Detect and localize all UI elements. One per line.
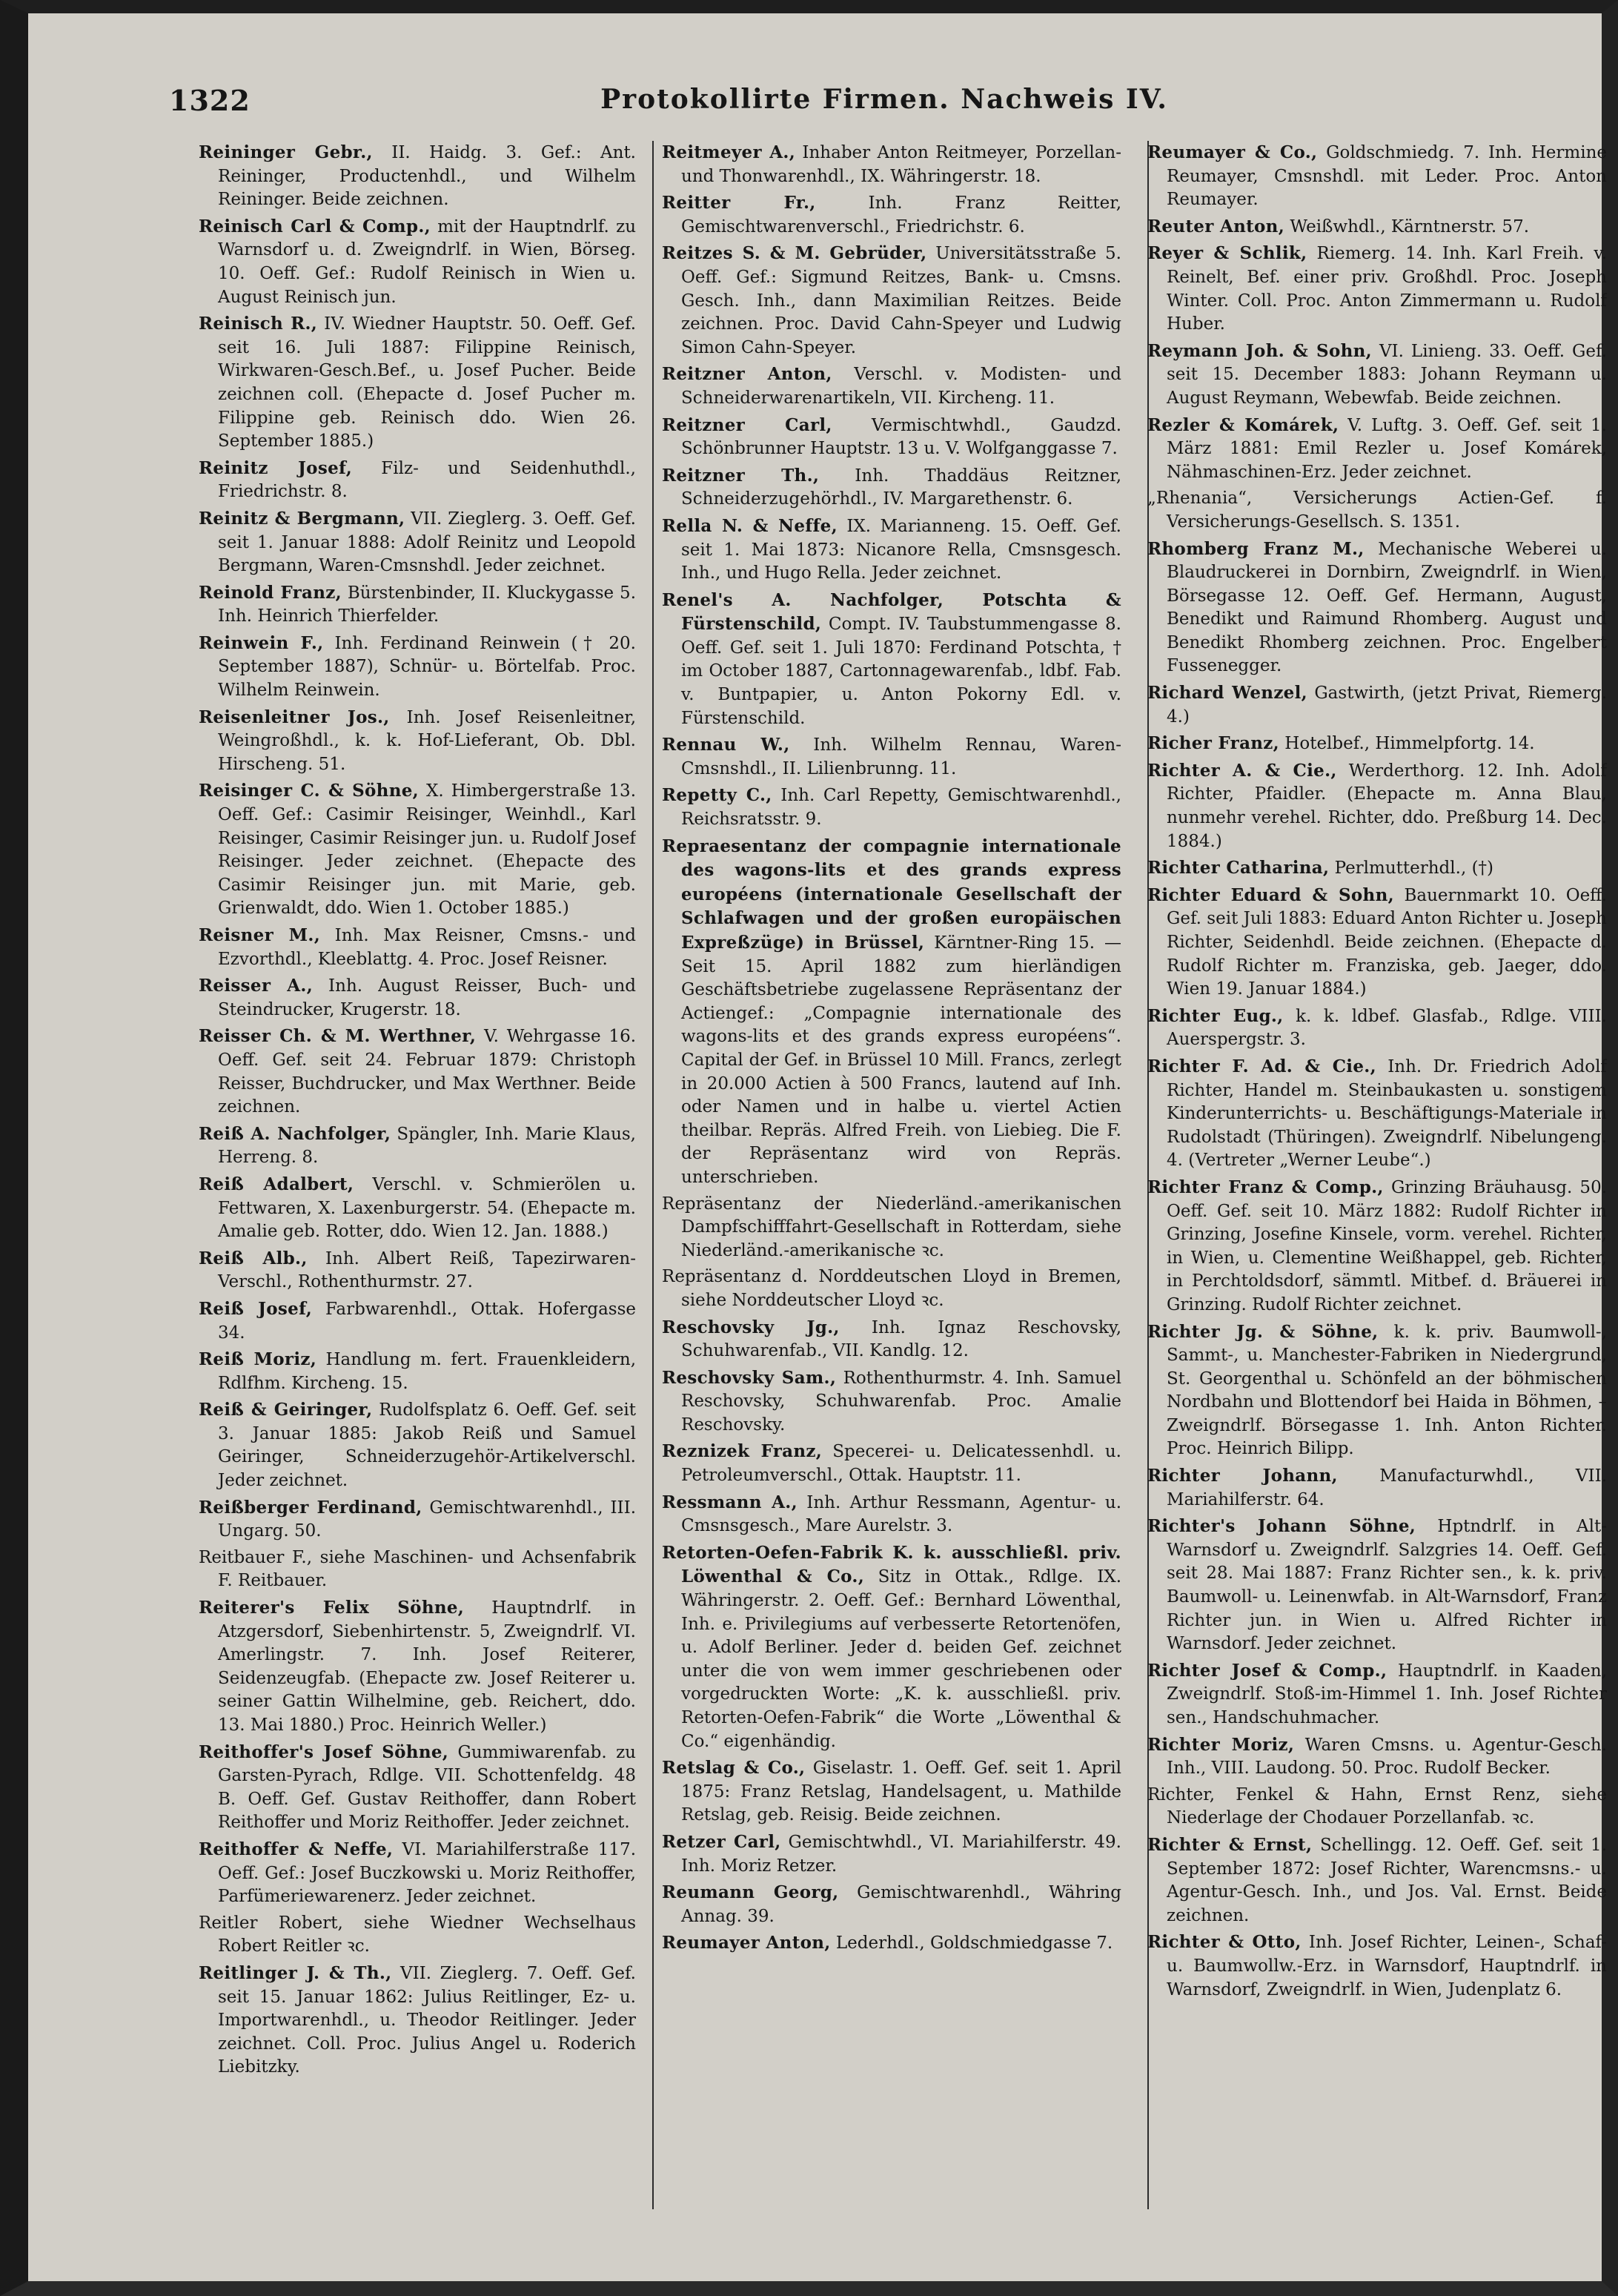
firm-name: Reiß Josef, (199, 1298, 313, 1319)
firm-name: Reitzner Anton, (662, 364, 832, 385)
directory-entry (1147, 487, 1607, 534)
running-title: Protokollirte Firmen. Nachweis IV. (600, 84, 1168, 115)
firm-name: Richter Catharina, (1147, 858, 1330, 879)
column-3 (1147, 141, 1607, 2283)
entry-text: Inh. Josef Reisenleitner, Weingroßhdl., k. k. Hof-Lieferant, Ob. Dbl. Hirscheng. 51. (218, 707, 636, 774)
entry-text: Inh. Carl Repetty, Gemischtwarenhdl., Reichsratsstr. 9. (681, 786, 1121, 830)
column-2 (662, 141, 1121, 2283)
directory-entry (1147, 856, 1607, 881)
directory-entry (662, 1931, 1121, 1956)
directory-entry (1147, 732, 1607, 756)
entry-text: Spängler, Inh. Marie Klaus, Herreng. 8. (218, 1124, 636, 1168)
firm-name: Reitzes S. & M. Gebrüder, (662, 243, 927, 264)
entry-text: Bauernmarkt 10. Oeff. Gef. seit Juli 1883: Eduard Anton Richter u. Joseph Richter, Seidenhdl. Beide zeichnen. (Ehepacte d. Rudolf Richter m. Franziska, geb. Jaeger, ddo. Wien 19. Januar 1884.) (1167, 885, 1607, 999)
entry-text: Inh. Max Reisner, Cmsns.- und Ezvorthdl., Kleeblattg. 4. Proc. Josef Reisner. (218, 926, 636, 969)
directory-entry (199, 581, 636, 629)
entry-text: k. k. priv. Baumwoll-, Sammt-, u. Manchester-Fabriken in Niedergrund, St. Georgenthal u. Schönfeld an der böhmischen Nordbahn und Blottendorf bei Haida in Böhmen, – Zweigndrlf. Börsegasse 1. Inh. Anton Richter. Proc. Heinrich Bilipp. (1167, 1322, 1607, 1459)
directory-entry (1147, 759, 1607, 853)
entry-text: Grinzing Bräuhausg. 50. Oeff. Gef. seit 10. März 1882: Rudolf Richter in Grinzing, Josefine Kinsele, vorm. verehel. Richter, in Wien, u. Clementine Weißhappel, geb. Richter, in Perchtoldsdorf, sämmtl. Mitbef. d. Bräuerei in Grinzing. Rudolf Richter zeichnet. (1167, 1177, 1607, 1314)
directory-entry (1147, 414, 1607, 485)
directory-entry (662, 515, 1121, 586)
firm-name: Richter A. & Cie., (1147, 760, 1337, 781)
directory-entry (1147, 1833, 1607, 1928)
entry-text: Compt. IV. Taubstummengasse 8. Oeff. Gef. seit 1. Juli 1870: Ferdinand Potschta, † im October 1887, Cartonnagewarenfab., ldbf. Fab. v. Buntpapier, u. Anton Pokorny Edl. v. Fürstenschild. (681, 615, 1121, 728)
firm-name: Richter & Otto, (1147, 1932, 1302, 1953)
firm-name: Reiß A. Nachfolger, (199, 1123, 391, 1144)
firm-name: Reitzner Th., (662, 465, 820, 486)
firm-name: Richter Johann, (1147, 1466, 1338, 1486)
firm-name: Richer Franz, (1147, 733, 1279, 754)
firm-name: Reumayer & Co., (1147, 142, 1318, 162)
firm-name: Retzer Carl, (662, 1831, 781, 1852)
directory-entry (662, 1756, 1121, 1827)
entry-text: Perlmutterhdl., (†) (1334, 858, 1494, 879)
entry-text: Farbwarenhdl., Ottak. Hofergasse 34. (218, 1299, 636, 1343)
firm-name: Reitlinger J. & Th., (199, 1962, 392, 1983)
firm-name: Reiß Adalbert, (199, 1174, 354, 1194)
entry-text: Gastwirth, (jetzt Privat, Riemerg. 4.) (1167, 684, 1607, 727)
entry-text: Lederhdl., Goldschmiedgasse 7. (835, 1933, 1113, 1953)
entry-text: Handlung m. fert. Frauenkleidern, Rdlfhm. Kircheng. 15. (218, 1350, 636, 1393)
directory-entry (662, 1440, 1121, 1487)
directory-entry (199, 1496, 636, 1544)
directory-entry (1147, 1055, 1607, 1173)
directory-entry (199, 1122, 636, 1170)
directory-entry (199, 779, 636, 921)
entry-text: Inhaber Anton Reitmeyer, Porzellan- und Thonwarenhdl., IX. Währingerstr. 18. (681, 143, 1121, 186)
firm-name: Reiß Alb., (199, 1248, 308, 1268)
entry-text: V. Luftg. 3. Oeff. Gef. seit 1. März 1881: Emil Rezler u. Josef Komárek, Nähmaschinen-Erz. Jeder zeichnet. (1167, 415, 1607, 482)
directory-entry (199, 1173, 636, 1244)
entry-text: Inh. Wilhelm Rennau, Waren-Cmsnshdl., II. Lilienbrunng. 11. (681, 735, 1121, 778)
directory-entry (662, 242, 1121, 360)
directory-entry (662, 1366, 1121, 1438)
firm-name: Richter's Johann Söhne, (1147, 1516, 1416, 1537)
entry-text: Inh. August Reisser, Buch- und Steindrucker, Krugerstr. 18. (218, 976, 636, 1019)
entry-text: Verschl. v. Modisten- und Schneiderwarenartikeln, VII. Kircheng. 11. (681, 365, 1121, 408)
directory-entry (1147, 1733, 1607, 1781)
firm-name: Richter Eduard & Sohn, (1147, 884, 1394, 905)
firm-name: Ressmann A., (662, 1492, 798, 1512)
entry-text: Gemischtwarenhdl., Währing Annag. 39. (681, 1883, 1121, 1926)
directory-entry (1147, 340, 1607, 411)
directory-entry (1147, 1659, 1607, 1730)
directory-columns (169, 141, 1607, 2283)
entry-text: Gemischtwarenhdl., III. Ungarg. 50. (218, 1498, 636, 1541)
directory-entry (1147, 1931, 1607, 2002)
entry-text: IV. Wiedner Hauptstr. 50. Oeff. Gef. seit 16. Juli 1887: Filippine Reinisch, Wirkwaren-Gesch.Bef., u. Josef Pucher. Beide zeichnen coll. (Ehepacte d. Josef Pucher m. Filippine geb. Reinisch ddo. Wien 26. September 1885.) (218, 314, 636, 451)
firm-name: Rella N. & Neffe, (662, 515, 838, 536)
directory-entry (662, 141, 1121, 188)
entry-text: Specerei- u. Delicatessenhdl. u. Petroleumverschl., Ottak. Hauptstr. 11. (681, 1442, 1121, 1486)
entry-text: Weißwhdl., Kärntnerstr. 57. (1290, 216, 1530, 236)
column-1 (199, 141, 636, 2283)
directory-entry (199, 312, 636, 454)
firm-name: Reznizek Franz, (662, 1441, 823, 1462)
entry-text: Verschl. v. Schmierölen u. Fettwaren, X. Laxenburgerstr. 54. (Ehepacte m. Amalie geb. Rotter, ddo. Wien 12. Jan. 1888.) (218, 1174, 636, 1242)
firm-name: Repraesentanz der compagnie internationale des wagons-lits et des grands express européens (internationale Gesellschaft der Schlafwagen und der großen europäischen Expreßzüge) in Brüssel, (662, 836, 1121, 953)
firm-name: Reißberger Ferdinand, (199, 1497, 422, 1518)
entry-text: Inh. Franz Reitter, Gemischtwarenverschl., Friedrichstr. 6. (681, 193, 1121, 236)
directory-entry (662, 191, 1121, 239)
directory-entry (199, 1912, 636, 1959)
entry-text: Repräsentanz d. Norddeutschen Lloyd in Bremen, siehe Norddeutscher Lloyd ꝛc. (662, 1267, 1121, 1310)
directory-entry (1147, 1176, 1607, 1317)
directory-entry (662, 733, 1121, 781)
entry-text: Inh. Thaddäus Reitzner, Schneiderzugehörhdl., IV. Margarethenstr. 6. (681, 466, 1121, 509)
directory-entry (1147, 1005, 1607, 1052)
directory-entry (662, 784, 1121, 831)
entry-text: VII. Zieglerg. 7. Oeff. Gef. seit 15. Januar 1862: Julius Reitlinger, Ez- u. Importwarenhdl., u. Theodor Reitlinger. Jeder zeichnet. Coll. Proc. Julius Angel u. Roderich Liebitzky. (218, 1963, 636, 2077)
entry-text: Inh. Dr. Friedrich Adolf Richter, Handel m. Steinbaukasten u. sonstigem Kinderunterrichts- u. Beschäftigungs-Materiale in Rudolstadt (Thüringen). Zweigndrlf. Nibelungeng. 4. (Vertreter „Werner Leube“.) (1167, 1056, 1607, 1171)
directory-entry (199, 215, 636, 309)
directory-entry (662, 1881, 1121, 1928)
firm-name: Reschovsky Jg., (662, 1317, 840, 1337)
entry-text: Filz- und Seidenhuthdl., Friedrichstr. 8. (218, 458, 636, 502)
directory-entry (199, 1546, 636, 1593)
directory-entry (662, 464, 1121, 512)
firm-name: Reinitz & Bergmann, (199, 508, 405, 529)
directory-entry (1147, 1320, 1607, 1462)
entry-text: Hptndrlf. in Alt-Warnsdorf u. Zweigndrlf. Salzgries 14. Oeff. Gef. seit 28. Mai 1887: Franz Richter sen., k. k. priv. Baumwoll- u. Leinenwfab. in Alt-Warnsdorf, Franz Richter jun. in Wien u. Alfred Richter in Warnsdorf. Jeder zeichnet. (1167, 1517, 1607, 1654)
firm-name: Richter Jg. & Söhne, (1147, 1321, 1379, 1342)
firm-name: Reisser A., (199, 976, 314, 996)
directory-entry (199, 1348, 636, 1395)
directory-entry (199, 924, 636, 971)
directory-entry (662, 1830, 1121, 1878)
firm-name: Richter F. Ad. & Cie., (1147, 1056, 1376, 1076)
firm-name: Reitmeyer A., (662, 142, 796, 162)
entry-text: Inh. Albert Reiß, Tapezirwaren-Verschl., Rothenthurmstr. 27. (218, 1248, 636, 1292)
entry-text: X. Himbergerstraße 13. Oeff. Gef.: Casimir Reisinger, Weinhdl., Karl Reisinger, Casimir Reisinger jun. u. Rudolf Josef Reisinger. Jeder zeichnet. (Ehepacte des Casimir Reisinger jun. mit Marie, geb. Grienwaldt, ddo. Wien 1. October 1885.) (218, 781, 636, 919)
firm-name: Reuter Anton, (1147, 216, 1285, 236)
firm-name: Reithoffer's Josef Söhne, (199, 1741, 449, 1762)
entry-text: Richter, Fenkel & Hahn, Ernst Renz, siehe Niederlage der Chodauer Porzellanfab. ꝛc. (1147, 1784, 1607, 1828)
firm-name: Richard Wenzel, (1147, 683, 1307, 704)
entry-text: Rudolfsplatz 6. Oeff. Gef. seit 3. Januar 1885: Jakob Reiß und Samuel Geiringer, Schneiderzugehör-Artikelverschl. Jeder zeichnet. (218, 1400, 636, 1491)
entry-text: Rothenthurmstr. 4. Inh. Samuel Reschovsky, Schuhwarenfab. Proc. Amalie Reschovsky. (681, 1368, 1121, 1435)
firm-name: Reinold Franz, (199, 582, 342, 603)
entry-text: Reitler Robert, siehe Wiedner Wechselhaus Robert Reitler ꝛc. (199, 1913, 636, 1956)
firm-name: Retslag & Co., (662, 1758, 806, 1779)
entry-text: Gemischtwhdl., VI. Mariahilferstr. 49. Inh. Moriz Retzer. (681, 1832, 1121, 1876)
directory-entry (1147, 1464, 1607, 1512)
entry-text: VII. Zieglerg. 3. Oeff. Gef. seit 1. Januar 1888: Adolf Reinitz und Leopold Bergmann, Waren-Cmsnshdl. Jeder zeichnet. (218, 509, 636, 576)
directory-entry (1147, 242, 1607, 336)
entry-text: Bürstenbinder, II. Kluckygasse 5. Inh. Heinrich Thierfelder. (218, 583, 636, 626)
directory-entry (199, 1596, 636, 1738)
entry-text: „Rhenania“, Versicherungs Actien-Gef. f. Versicherungs-Gesellsch. S. 1351. (1147, 489, 1607, 532)
directory-entry (1147, 141, 1607, 212)
directory-entry (1147, 1784, 1607, 1830)
directory-entry (199, 1741, 636, 1835)
entry-text: Kärntner-Ring 15. — Seit 15. April 1882 zum hierländigen Geschäftsbetriebe zugelassene Repräsentanz der Actiengef.: „Compagnie internationale des wagons-lits et des grands express européens“. Capital der Gef. in Brüssel 10 Mill. Francs, zerlegt in 20.000 Actien à 500 Francs, lautend auf Inh. oder Namen und in halbe u. viertel Actien theilbar. Repräs. Alfred Freih. von Liebieg. Die F. der Repräsentanz wird von Repräs. unterschrieben. (681, 933, 1121, 1187)
firm-name: Richter Moriz, (1147, 1734, 1295, 1755)
firm-name: Renel's A. Nachfolger, Potschta & Fürstenschild, (662, 589, 1121, 635)
firm-name: Reisinger C. & Söhne, (199, 781, 419, 801)
entry-text: Schellingg. 12. Oeff. Gef. seit 1. September 1872: Josef Richter, Warencmsns.- u. Agentur-Gesch. Inh., und Jos. Val. Ernst. Beide zeichnen. (1167, 1835, 1607, 1925)
directory-entry (199, 632, 636, 703)
firm-name: Reininger Gebr., (199, 142, 373, 162)
firm-name: Reitter Fr., (662, 193, 816, 214)
directory-entry (199, 1247, 636, 1294)
firm-name: Reymann Joh. & Sohn, (1147, 340, 1372, 361)
directory-entry (662, 1541, 1121, 1753)
firm-name: Reyer & Schlik, (1147, 243, 1307, 264)
directory-entry (1147, 1515, 1607, 1656)
firm-name: Repetty C., (662, 785, 772, 806)
entry-text: Sitz in Ottak., Rdlge. IX. Währingerstr. 2. Oeff. Gef.: Bernhard Löwenthal, Inh. e. Privilegiums auf verbesserte Retortenöfen, u. Adolf Berliner. Jeder d. beiden Gef. zeichnet unter die von wem immer geschriebenen oder vorgedruckten Worte: „K. k. ausschließl. priv. Retorten-Oefen-Fabrik“ die Worte „Löwenthal & Co.“ eigenhändig. (681, 1567, 1121, 1751)
entry-text: IX. Marianneng. 15. Oeff. Gef. seit 1. Mai 1873: Nicanore Rella, Cmsnsgesch. Inh., und Hugo Rella. Jeder zeichnet. (681, 516, 1121, 583)
directory-entry (662, 589, 1121, 731)
entry-text: Hauptndrlf. in Kaaden, Zweigndrlf. Stoß-im-Himmel 1. Inh. Josef Richter sen., Handschuhmacher. (1167, 1661, 1607, 1727)
directory-entry (1147, 215, 1607, 239)
entry-text: VI. Linieng. 33. Oeff. Gef. seit 15. December 1883: Johann Reymann u. August Reymann, Webewfab. Beide zeichnen. (1167, 341, 1607, 408)
firm-name: Reisner M., (199, 925, 321, 945)
entry-text: VI. Mariahilferstraße 117. Oeff. Gef.: Josef Buczkowski u. Moriz Reithoffer, Parfümeriewarenerz. Jeder zeichnet. (218, 1839, 636, 1907)
entry-text: Hotelbef., Himmelpfortg. 14. (1284, 734, 1535, 754)
entry-text: Hauptndrlf. in Atzgersdorf, Siebenhirtenstr. 5, Zweigndrlf. VI. Amerlingstr. 7. Inh. Josef Reiterer, Seidenzeugfab. (Ehepacte zw. Josef Reiterer u. seiner Gattin Wilhelmine, geb. Reichert, ddo. 13. Mai 1880.) Proc. Heinrich Weller.) (218, 1598, 636, 1735)
firm-name: Reumayer Anton, (662, 1933, 831, 1953)
entry-text: Inh. Arthur Ressmann, Agentur- u. Cmsnsgesch., Mare Aurelstr. 3. (681, 1492, 1121, 1536)
firm-name: Rennau W., (662, 735, 790, 755)
directory-entry (662, 1266, 1121, 1312)
directory-entry (199, 1398, 636, 1492)
entry-text: V. Wehrgasse 16. Oeff. Gef. seit 24. Februar 1879: Christoph Reisser, Buchdrucker, und Max Werthner. Beide zeichnen. (218, 1027, 636, 1117)
directory-entry (199, 1962, 636, 2080)
firm-name: Reiß & Geiringer, (199, 1400, 373, 1420)
entry-text: Riemerg. 14. Inh. Karl Freih. v. Reinelt, Bef. einer priv. Großhdl. Proc. Joseph Winter. Coll. Proc. Anton Zimmermann u. Rudolf Huber. (1167, 244, 1607, 334)
directory-entry (662, 1193, 1121, 1263)
directory-entry (662, 1316, 1121, 1363)
firm-name: Reinisch Carl & Comp., (199, 216, 431, 236)
firm-name: Retorten-Oefen-Fabrik K. k. ausschließl. priv. Löwenthal & Co., (662, 1542, 1121, 1587)
page-number: 1322 (169, 84, 251, 117)
entry-text: Reitbauer F., siehe Maschinen- und Achsenfabrik F. Reitbauer. (199, 1547, 636, 1591)
firm-name: Reiterer's Felix Söhne, (199, 1598, 465, 1618)
entry-text: Werderthorg. 12. Inh. Adolf Richter, Pfaidler. (Ehepacte m. Anna Blau, nunmehr verehel. Richter, ddo. Preßburg 14. Dec. 1884.) (1167, 761, 1607, 851)
directory-entry (1147, 884, 1607, 1002)
directory-entry (1147, 537, 1607, 679)
directory-entry (662, 363, 1121, 410)
firm-name: Reithoffer & Neffe, (199, 1839, 394, 1859)
directory-entry (199, 1297, 636, 1345)
firm-name: Rezler & Komárek, (1147, 414, 1339, 435)
firm-name: Richter Eug., (1147, 1005, 1284, 1026)
firm-name: Reinisch R., (199, 314, 318, 334)
firm-name: Reisenleitner Jos., (199, 707, 390, 727)
firm-name: Reschovsky Sam., (662, 1367, 837, 1388)
directory-entry (199, 507, 636, 578)
entry-text: Inh. Josef Richter, Leinen-, Schaf- u. Baumwollw.-Erz. in Warnsdorf, Hauptndrlf. in Warnsdorf, Zweigndrlf. in Wien, Judenplatz 6. (1167, 1933, 1607, 1999)
entry-text: Vermischtwhdl., Gaudzd. Schönbrunner Hauptstr. 13 u. V. Wolfganggasse 7. (681, 415, 1121, 459)
entry-text: Manufacturwhdl., VII. Mariahilferstr. 64. (1167, 1466, 1607, 1509)
page-header (169, 84, 1599, 136)
directory-entry (199, 457, 636, 504)
directory-entry (199, 1025, 636, 1119)
firm-name: Richter & Ernst, (1147, 1834, 1313, 1855)
entry-text: Inh. Ignaz Reschovsky, Schuhwarenfab., VII. Kandlg. 12. (681, 1317, 1121, 1361)
entry-text: Repräsentanz der Niederländ.-amerikanischen Dampfschifffahrt-Gesellschaft in Rotterdam, siehe Niederländ.-amerikanische ꝛc. (662, 1194, 1121, 1260)
firm-name: Reiß Moriz, (199, 1349, 317, 1370)
firm-name: Reisser Ch. & M. Werthner, (199, 1026, 477, 1047)
entry-text: mit der Hauptndrlf. zu Warnsdorf u. d. Zweigndrlf. in Wien, Börseg. 10. Oeff. Gef.: Rudolf Reinisch in Wien u. August Reinisch jun. (218, 216, 636, 307)
directory-entry (199, 706, 636, 777)
firm-name: Reinwein F., (199, 632, 324, 653)
entry-text: Waren Cmsns. u. Agentur-Gesch. Inh., VIII. Laudong. 50. Proc. Rudolf Becker. (1167, 1735, 1607, 1779)
directory-entry (199, 141, 636, 212)
directory-entry (199, 1838, 636, 1909)
directory-entry (662, 835, 1121, 1190)
entry-text: k. k. ldbef. Glasfab., Rdlge. VIII. Auerspergstr. 3. (1167, 1006, 1607, 1050)
entry-text: Mechanische Weberei u. Blaudruckerei in Dornbirn, Zweigndrlf. in Wien, Börsegasse 12. Oeff. Gef. Hermann, August, Benedikt und Raimund Rhomberg. August und Benedikt Rhomberg zeichnen. Proc. Engelbert Fussenegger. (1167, 539, 1607, 676)
entry-text: Gummiwarenfab. zu Garsten-Pyrach, Rdlge. VII. Schottenfeldg. 48 B. Oeff. Gef. Gustav Reithoffer, dann Robert Reithoffer und Moriz Reithoffer. Jeder zeichnet. (218, 1742, 636, 1833)
entry-text: II. Haidg. 3. Gef.: Ant. Reininger, Productenhdl., und Wilhelm Reininger. Beide zeichnen. (218, 143, 636, 210)
entry-text: Goldschmiedg. 7. Inh. Hermine Reumayer, Cmsnshdl. mit Leder. Proc. Anton Reumayer. (1167, 143, 1607, 210)
firm-name: Reinitz Josef, (199, 457, 352, 478)
directory-entry (199, 974, 636, 1022)
directory-entry (1147, 681, 1607, 729)
directory-entry (662, 1491, 1121, 1538)
entry-text: Universitätsstraße 5. Oeff. Gef.: Sigmund Reitzes, Bank- u. Cmsns. Gesch. Inh., dann Maximilian Reitzes. Beide zeichnen. Proc. David Cahn-Speyer und Ludwig Simon Cahn-Speyer. (681, 244, 1121, 357)
directory-entry (662, 414, 1121, 461)
entry-text: Inh. Ferdinand Reinwein († 20. September 1887), Schnür- u. Börtelfab. Proc. Wilhelm Reinwein. (218, 633, 636, 701)
firm-name: Rhomberg Franz M., (1147, 538, 1365, 559)
firm-name: Reitzner Carl, (662, 414, 832, 435)
firm-name: Richter Franz & Comp., (1147, 1177, 1384, 1197)
entry-text: Giselastr. 1. Oeff. Gef. seit 1. April 1875: Franz Retslag, Handelsagent, u. Mathilde Retslag, geb. Reisig. Beide zeichnen. (681, 1759, 1121, 1825)
firm-name: Reumann Georg, (662, 1882, 839, 1903)
firm-name: Richter Josef & Comp., (1147, 1660, 1387, 1681)
